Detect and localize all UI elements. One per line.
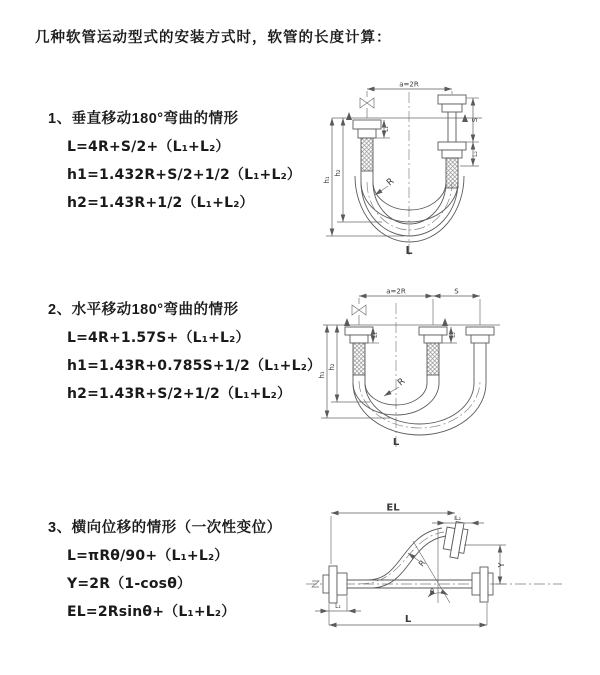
left-flange-fitting [353, 120, 381, 171]
valve-bowtie-icon [352, 305, 366, 325]
dim-label-l1: L₁ [383, 126, 390, 132]
dim-label-el: EL [386, 503, 400, 514]
dim-label-radius: R [416, 558, 428, 569]
formula-line: L=4R+S/2+（L₁+L₂） [67, 139, 230, 155]
dim-label-length: L [404, 614, 412, 625]
formula-line: L=4R+1.57S+（L₁+L₂） [67, 330, 250, 346]
formula-line: L=πRθ/90+（L₁+L₂） [67, 548, 229, 564]
diagram-lateral-displacement [298, 503, 568, 638]
upper-flange-fitting [442, 520, 469, 559]
formula-line: h2=1.43R+1/2（L₁+L₂） [67, 195, 254, 211]
dim-label-s: S [454, 287, 459, 296]
dim-label-l2: L₂ [455, 515, 461, 522]
dim-label-h2: h₂ [334, 169, 342, 177]
dimension-l2 [432, 515, 484, 523]
diagram-horizontal-180-bend [315, 283, 565, 453]
section-horizontal-move [48, 301, 321, 403]
page-title: 几种软管运动型式的安装方式时，软管的长度计算： [35, 30, 392, 46]
section-heading: 2、水平移动180°弯曲的情形 [48, 302, 239, 318]
dimension-a2r [367, 81, 452, 98]
dim-label-a2r: a=2R [399, 80, 419, 89]
dim-label-h1: h₁ [323, 176, 331, 184]
displaced-hose-s-curve [347, 528, 446, 588]
formula-line: h1=1.432R+S/2+1/2（L₁+L₂） [67, 167, 302, 183]
middle-flange-fitting [419, 327, 447, 375]
section-heading: 1、垂直移动180°弯曲的情形 [48, 111, 239, 127]
dim-label-y: Y [497, 562, 506, 568]
dim-label-l1: L₁ [372, 332, 379, 338]
dimension-s [359, 288, 480, 326]
valve-bowtie-icon [360, 98, 374, 118]
movement-arrow-up-icon [442, 318, 448, 326]
diagram-vertical-180-bend [312, 76, 572, 261]
dim-label-s: S [471, 117, 479, 123]
dim-label-length: L [405, 244, 413, 257]
movement-arrow-up-icon [346, 112, 352, 120]
dimension-a2r [359, 288, 433, 297]
dim-label-length: L [392, 437, 400, 448]
dim-label-h2: h₂ [328, 363, 336, 371]
movement-arrow-up-icon [344, 318, 350, 326]
dim-label-a2r: a=2R [386, 287, 406, 296]
formula-line: Y=2R（1-cosθ） [67, 576, 192, 592]
section-heading: 3、横向位移的情形（一次性变位） [48, 520, 282, 536]
dimension-l1 [315, 596, 361, 611]
formula-line: EL=2Rsinθ+（L₁+L₂） [67, 604, 236, 620]
section-vertical-move [48, 110, 301, 212]
right-flange-fitting [472, 567, 493, 602]
dim-label-l2: L₂ [450, 332, 457, 338]
dim-label-h1: h₁ [318, 371, 326, 379]
dim-label-l2: L₂ [472, 151, 479, 157]
formula-line: h1=1.43R+0.785S+1/2（L₁+L₂） [67, 358, 322, 374]
moved-flange-fitting [466, 327, 494, 343]
section-lateral-displacement [48, 519, 282, 621]
left-flange-fitting [345, 327, 373, 375]
dim-label-theta: θ [429, 588, 435, 596]
dimension-s [466, 98, 479, 142]
right-flange-fitting [438, 95, 466, 188]
hose-u-bends [353, 343, 486, 435]
dim-label-l1: L₁ [335, 603, 341, 610]
dim-label-radius: R [385, 176, 397, 189]
dim-label-radius: R [396, 376, 408, 389]
formula-line: h2=1.43R+S/2+1/2（L₁+L₂） [67, 386, 292, 402]
dimension-l [329, 603, 487, 625]
radius-leader [375, 177, 396, 195]
left-flange-fitting [323, 566, 347, 603]
radius-leader [384, 377, 407, 396]
